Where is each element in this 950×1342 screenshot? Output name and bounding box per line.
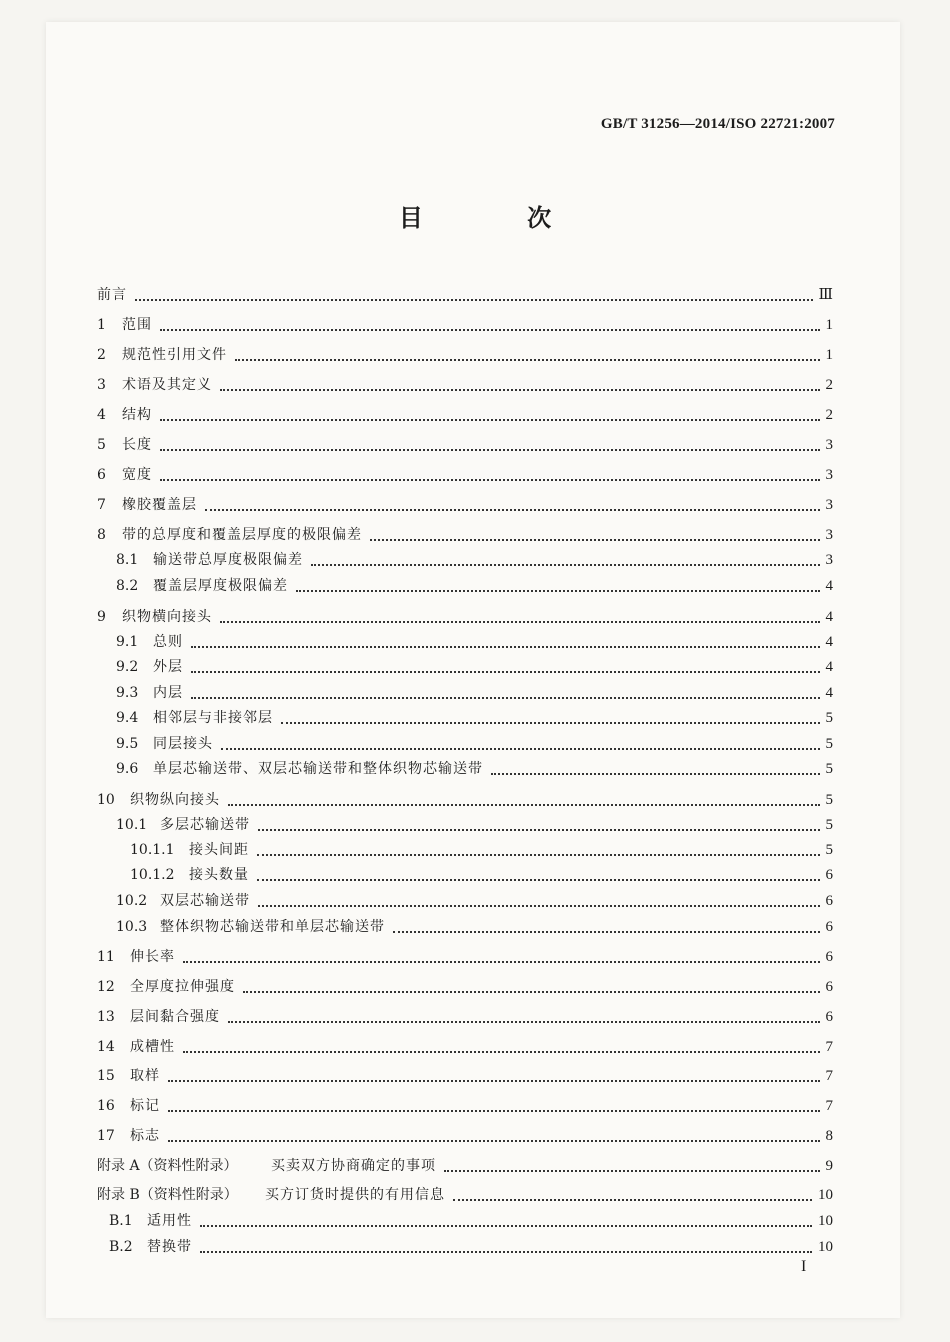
dot-leader xyxy=(135,299,813,301)
standard-number: GB/T 31256—2014/ISO 22721:2007 xyxy=(600,116,835,132)
toc-entry-page: 6 xyxy=(825,867,833,883)
dot-leader xyxy=(311,564,820,566)
toc-entry[interactable] xyxy=(116,628,833,652)
toc-entry[interactable] xyxy=(97,461,833,485)
toc-entry-title: 输送带总厚度极限偏差 xyxy=(153,552,303,568)
toc-entry-number: 10 xyxy=(97,792,115,808)
toc-entry-page: 5 xyxy=(825,761,833,777)
dot-leader xyxy=(228,804,820,806)
toc-entry-page: 6 xyxy=(825,893,833,909)
toc-entry[interactable] xyxy=(97,786,833,810)
toc-entry[interactable] xyxy=(97,603,833,627)
toc-entry-page: 6 xyxy=(825,1009,833,1025)
toc-entry-number: 8.1 xyxy=(116,552,139,568)
dot-leader xyxy=(168,1080,820,1082)
toc-entry-page: 1 xyxy=(825,347,833,363)
toc-entry[interactable] xyxy=(116,572,833,596)
dot-leader xyxy=(257,879,820,881)
toc-entry-title: 买方订货时提供的有用信息 xyxy=(265,1187,445,1203)
toc-entry[interactable] xyxy=(116,546,833,570)
toc-entry-page: Ⅲ xyxy=(818,287,833,303)
toc-entry-page: 7 xyxy=(825,1098,833,1114)
toc-entry-number: 10.3 xyxy=(116,919,148,935)
toc-entry-title: 结构 xyxy=(122,407,152,423)
toc-entry[interactable] xyxy=(97,401,833,425)
toc-entry-page: 2 xyxy=(825,407,833,423)
toc-entry-page: 10 xyxy=(818,1213,833,1229)
toc-entry-page: 9 xyxy=(825,1158,833,1174)
toc-entry-title: 适用性 xyxy=(147,1213,192,1229)
toc-entry[interactable] xyxy=(109,1233,833,1257)
toc-entry-title: 织物横向接头 xyxy=(122,609,212,625)
toc-entry-number: 15 xyxy=(97,1068,115,1084)
toc-entry-title: 外层 xyxy=(153,659,183,675)
toc-entry-page: 2 xyxy=(825,377,833,393)
dot-leader xyxy=(257,854,820,856)
toc-entry[interactable] xyxy=(116,653,833,677)
toc-entry-number: 附录 B（资料性附录） xyxy=(97,1187,238,1203)
toc-entry[interactable] xyxy=(97,281,833,305)
toc-entry-number: 9.5 xyxy=(116,736,139,752)
toc-entry-title: 前言 xyxy=(97,287,127,303)
toc-entry-number: 1 xyxy=(97,317,106,333)
toc-entry[interactable] xyxy=(116,704,833,728)
toc-entry-number: 12 xyxy=(97,979,115,995)
toc-entry[interactable] xyxy=(116,811,833,835)
dot-leader xyxy=(183,1051,820,1053)
toc-entry-page: 3 xyxy=(825,437,833,453)
toc-entry[interactable] xyxy=(97,521,833,545)
toc-entry[interactable] xyxy=(97,1062,833,1086)
dot-leader xyxy=(258,905,820,907)
toc-entry[interactable] xyxy=(97,943,833,967)
toc-entry-title: 范围 xyxy=(122,317,152,333)
toc-entry-number: 2 xyxy=(97,347,106,363)
toc-entry-page: 1 xyxy=(825,317,833,333)
toc-entry[interactable] xyxy=(116,887,833,911)
toc-entry-number: 7 xyxy=(97,497,106,513)
page-folio: I xyxy=(801,1258,807,1275)
toc-entry-title: 相邻层与非接邻层 xyxy=(153,710,273,726)
toc-entry-number: B.1 xyxy=(109,1213,133,1229)
dot-leader xyxy=(258,829,820,831)
toc-entry-title: 标记 xyxy=(130,1098,160,1114)
toc-entry[interactable] xyxy=(97,1003,833,1027)
dot-leader xyxy=(243,991,820,993)
toc-entry-number: 9.3 xyxy=(116,685,139,701)
toc-entry-number: 6 xyxy=(97,467,106,483)
dot-leader xyxy=(220,389,820,391)
toc-entry-title: 多层芯输送带 xyxy=(160,817,250,833)
dot-leader xyxy=(191,671,820,673)
toc-entry-number: 5 xyxy=(97,437,106,453)
toc-entry-number: B.2 xyxy=(109,1239,133,1255)
dot-leader xyxy=(160,479,820,481)
toc-entry-title: 替换带 xyxy=(147,1239,192,1255)
dot-leader xyxy=(235,359,820,361)
dot-leader xyxy=(228,1021,820,1023)
toc-entry-number: 17 xyxy=(97,1128,115,1144)
toc-entry-page: 7 xyxy=(825,1068,833,1084)
toc-entry[interactable] xyxy=(97,371,833,395)
toc-entry[interactable] xyxy=(97,1122,833,1146)
toc-entry-number: 10.2 xyxy=(116,893,148,909)
toc-entry-title: 双层芯输送带 xyxy=(160,893,250,909)
toc-entry-number: 8.2 xyxy=(116,578,139,594)
dot-leader xyxy=(221,748,820,750)
dot-leader xyxy=(444,1170,820,1172)
toc-entry[interactable] xyxy=(116,679,833,703)
toc-entry-page: 4 xyxy=(825,685,833,701)
dot-leader xyxy=(491,773,820,775)
toc-entry-page: 3 xyxy=(825,552,833,568)
toc-entry-title: 长度 xyxy=(122,437,152,453)
toc-entry-page: 5 xyxy=(825,817,833,833)
toc-entry[interactable] xyxy=(109,1207,833,1231)
dot-leader xyxy=(191,646,820,648)
toc-entry-number: 9.6 xyxy=(116,761,139,777)
toc-entry-number: 附录 A（资料性附录） xyxy=(97,1158,238,1174)
toc-entry[interactable] xyxy=(97,1181,833,1205)
toc-entry-page: 6 xyxy=(825,949,833,965)
toc-entry-number: 10.1.1 xyxy=(130,842,175,858)
dot-leader xyxy=(160,329,820,331)
toc-entry-number: 9 xyxy=(97,609,106,625)
toc-entry-number: 10.1.2 xyxy=(130,867,175,883)
toc-entry[interactable] xyxy=(97,1033,833,1057)
toc-entry-number: 10.1 xyxy=(116,817,148,833)
toc-entry-page: 3 xyxy=(825,527,833,543)
toc-entry-page: 10 xyxy=(818,1187,833,1203)
toc-entry-title: 规范性引用文件 xyxy=(122,347,227,363)
toc-entry-number: 8 xyxy=(97,527,106,543)
toc-entry-title: 同层接头 xyxy=(153,736,213,752)
toc-entry-number: 14 xyxy=(97,1039,115,1055)
dot-leader xyxy=(296,590,820,592)
toc-entry-page: 5 xyxy=(825,736,833,752)
toc-entry-page: 5 xyxy=(825,842,833,858)
toc-entry-title: 买卖双方协商确定的事项 xyxy=(271,1158,436,1174)
toc-entry-title: 内层 xyxy=(153,685,183,701)
toc-entry-page: 7 xyxy=(825,1039,833,1055)
toc-entry-page: 4 xyxy=(825,659,833,675)
dot-leader xyxy=(168,1110,820,1112)
dot-leader xyxy=(191,697,820,699)
toc-entry[interactable] xyxy=(116,913,833,937)
toc-entry-number: 16 xyxy=(97,1098,115,1114)
toc-entry-page: 5 xyxy=(825,792,833,808)
toc-entry-number: 9.1 xyxy=(116,634,139,650)
toc-entry[interactable] xyxy=(97,431,833,455)
dot-leader xyxy=(205,509,820,511)
toc-entry-title: 单层芯输送带、双层芯输送带和整体织物芯输送带 xyxy=(153,761,483,777)
toc-title: 目 次 xyxy=(398,204,600,232)
dot-leader xyxy=(160,419,820,421)
toc-entry-page: 4 xyxy=(825,609,833,625)
toc-entry-title: 全厚度拉伸强度 xyxy=(130,979,235,995)
toc-entry-number: 4 xyxy=(97,407,106,423)
toc-entry-page: 10 xyxy=(818,1239,833,1255)
toc-entry[interactable] xyxy=(97,491,833,515)
toc-entry-title: 标志 xyxy=(130,1128,160,1144)
toc-entry-title: 层间黏合强度 xyxy=(130,1009,220,1025)
toc-entry-title: 总则 xyxy=(153,634,183,650)
toc-entry-title: 取样 xyxy=(130,1068,160,1084)
toc-entry-title: 术语及其定义 xyxy=(122,377,212,393)
dot-leader xyxy=(160,449,820,451)
dot-leader xyxy=(200,1251,812,1253)
toc-entry-page: 3 xyxy=(825,497,833,513)
toc-entry-page: 3 xyxy=(825,467,833,483)
dot-leader xyxy=(281,722,820,724)
toc-entry-page: 4 xyxy=(825,578,833,594)
toc-entry-page: 8 xyxy=(825,1128,833,1144)
toc-entry-title: 整体织物芯输送带和单层芯输送带 xyxy=(160,919,385,935)
dot-leader xyxy=(370,539,820,541)
toc-entry-title: 接头数量 xyxy=(189,867,249,883)
toc-entry-page: 5 xyxy=(825,710,833,726)
toc-entry-title: 带的总厚度和覆盖层厚度的极限偏差 xyxy=(122,527,362,543)
dot-leader xyxy=(183,961,820,963)
toc-entry[interactable] xyxy=(116,730,833,754)
toc-entry-title: 成槽性 xyxy=(130,1039,175,1055)
dot-leader xyxy=(393,931,820,933)
toc-entry-title: 伸长率 xyxy=(130,949,175,965)
toc-entry[interactable] xyxy=(97,973,833,997)
toc-entry-title: 接头间距 xyxy=(189,842,249,858)
toc-entry[interactable] xyxy=(130,836,833,860)
toc-entry-title: 宽度 xyxy=(122,467,152,483)
toc-entry-page: 6 xyxy=(825,979,833,995)
toc-entry-page: 4 xyxy=(825,634,833,650)
dot-leader xyxy=(220,621,820,623)
toc-entry-number: 13 xyxy=(97,1009,115,1025)
toc-entry-title: 覆盖层厚度极限偏差 xyxy=(153,578,288,594)
toc-entry-number: 11 xyxy=(97,949,115,965)
toc-entry-title: 橡胶覆盖层 xyxy=(122,497,197,513)
toc-entry[interactable] xyxy=(97,1152,833,1176)
toc-entry[interactable] xyxy=(116,755,833,779)
toc-entry[interactable] xyxy=(130,861,833,885)
dot-leader xyxy=(200,1225,812,1227)
toc-entry-number: 3 xyxy=(97,377,106,393)
toc-entry[interactable] xyxy=(97,311,833,335)
toc-entry-page: 6 xyxy=(825,919,833,935)
toc-entry-number: 9.2 xyxy=(116,659,139,675)
dot-leader xyxy=(453,1199,812,1201)
dot-leader xyxy=(168,1140,820,1142)
toc-entry[interactable] xyxy=(97,341,833,365)
toc-entry-title: 织物纵向接头 xyxy=(130,792,220,808)
toc-entry[interactable] xyxy=(97,1092,833,1116)
toc-entry-number: 9.4 xyxy=(116,710,139,726)
